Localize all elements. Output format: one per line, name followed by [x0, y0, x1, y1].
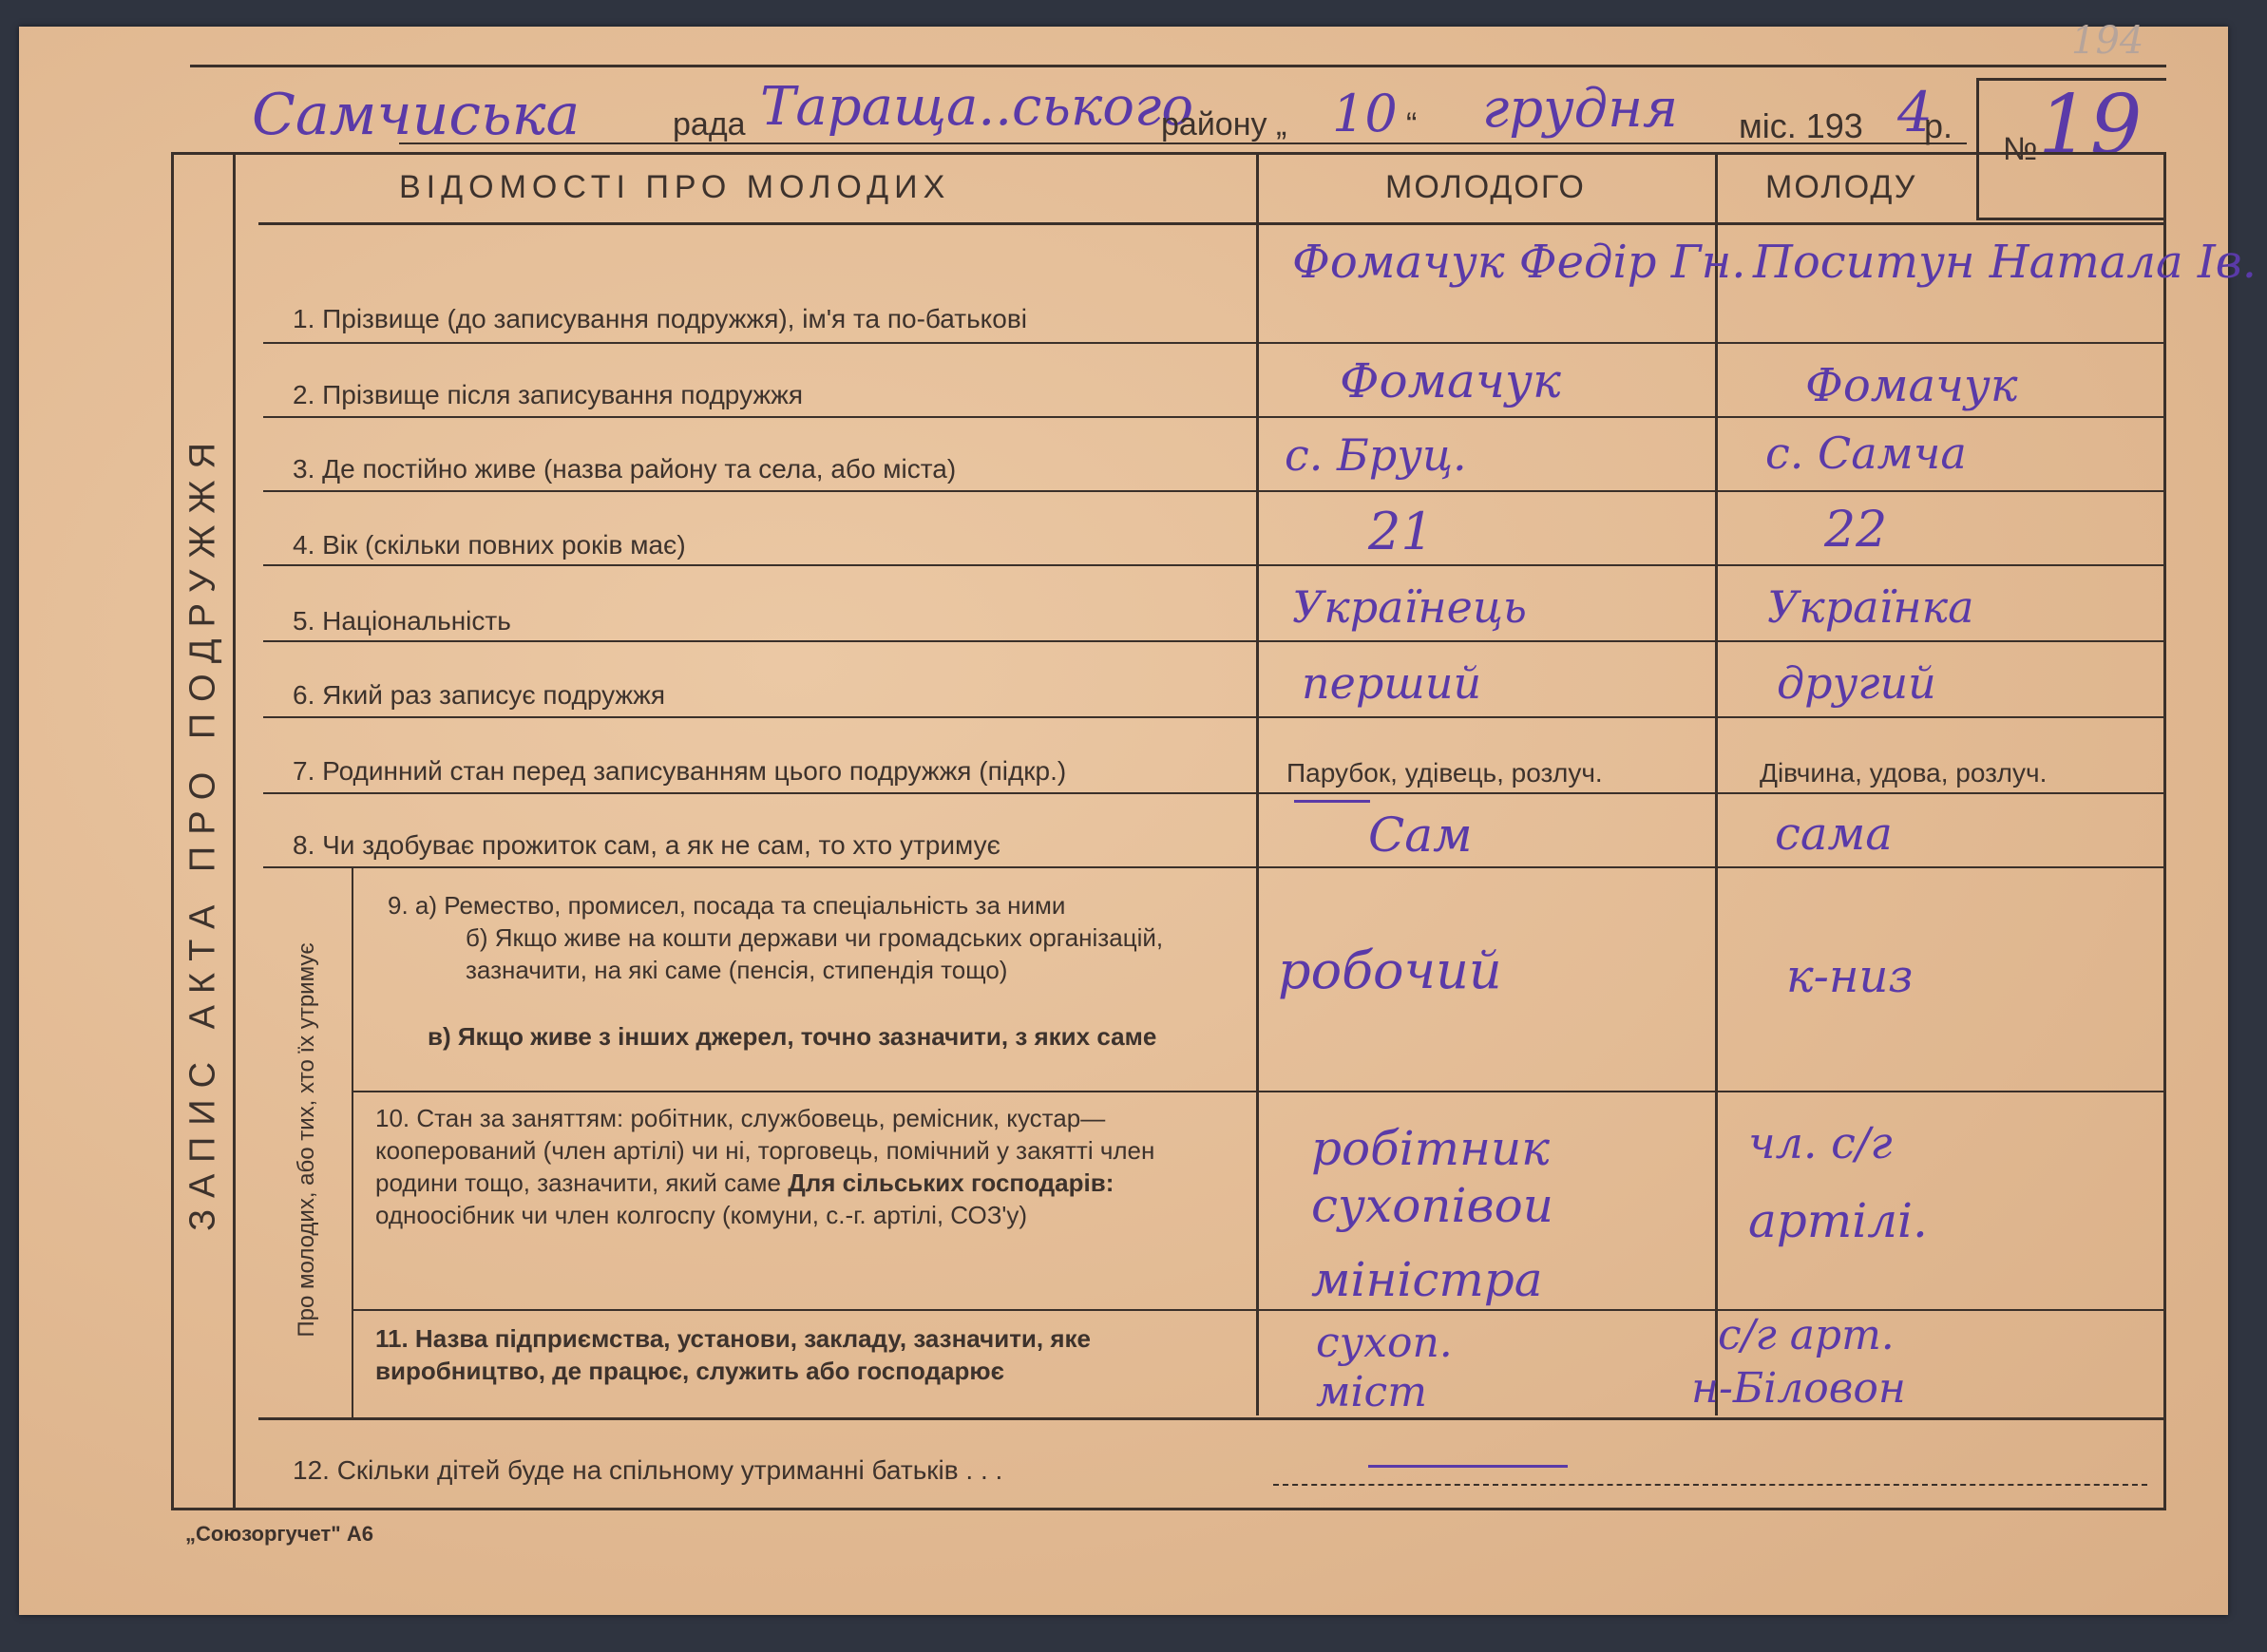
row-8-question: 8. Чи здобуває прожиток сам, а як не сам, то хто утримує	[293, 830, 1000, 860]
year-label: р.	[1924, 106, 1953, 145]
row-rule	[263, 792, 2166, 794]
row-1-question: 1. Прізвище (до записування подружжя), ім'я та по-батькові	[293, 304, 1027, 333]
sub-side-separator	[352, 866, 353, 1417]
row-10-groom-3: міністра	[1311, 1252, 1543, 1307]
groom-underline-mark	[1294, 800, 1370, 803]
row-5-groom: Українець	[1292, 581, 1527, 633]
day-handwritten: 10	[1332, 84, 1398, 143]
row-2-question: 2. Прізвище після записування подружжя	[293, 380, 804, 409]
row-6-bride: другий	[1777, 657, 1936, 709]
row-11-bride-2: н-Біловон	[1691, 1364, 1906, 1413]
row-rule	[263, 866, 2166, 868]
row-8-bride: сама	[1775, 807, 1893, 861]
row-3-question: 3. Де постійно живе (назва району та села, або міста)	[293, 454, 957, 484]
side-title: ЗАПИС АКТА ПРО ПОДРУЖЖЯ	[182, 431, 223, 1231]
footer-printer: „Союзоргучет" А6	[185, 1522, 373, 1546]
row-6-question: 6. Який раз записує подружжя	[293, 680, 666, 710]
row-8-groom: Сам	[1368, 807, 1473, 863]
row-rule	[263, 490, 2166, 492]
row-rule	[263, 342, 2166, 344]
council-handwritten: Самчиська	[252, 82, 581, 148]
row-9-groom: робочий	[1278, 940, 1502, 1000]
row-11-groom-2: міст	[1316, 1368, 1427, 1416]
side-title-column	[174, 152, 236, 1510]
row-10-groom-2: сухопівои	[1311, 1178, 1553, 1233]
row-rule	[263, 640, 2166, 642]
row-11-groom-1: сухоп.	[1316, 1319, 1453, 1367]
district-handwritten: Тараща..ського	[760, 76, 1194, 138]
row-rule	[353, 1309, 2166, 1311]
row-7-bride-options: Дівчина, удова, розлуч.	[1760, 758, 2048, 788]
month-label: міс. 193	[1739, 106, 1863, 145]
row-rule	[263, 716, 2166, 718]
row-2-groom: Фомачук	[1340, 353, 1561, 408]
sub-side-label: Про молодих, або тих, хто їх утримує	[294, 942, 319, 1338]
row-7-groom-options: Парубок, удівець, розлуч.	[1286, 758, 1603, 788]
header-underline	[399, 142, 1967, 144]
row-10-bride-2: артілі.	[1748, 1193, 1928, 1248]
column-header-bride: МОЛОДУ	[1765, 169, 1917, 205]
column-header-info: ВІДОМОСТІ ПРО МОЛОДИХ	[399, 169, 951, 205]
row-10-end: одноосібник чи член колгоспу (комуни, с.-г. артілі, СОЗ'у)	[375, 1201, 1028, 1229]
row-rule	[258, 1417, 2166, 1420]
row-2-bride: Фомачук	[1805, 359, 2018, 412]
row-9-b: б) Якщо живе на кошти держави чи громадських організацій, зазначити, на які саме (пенсія, стипендія тощо)	[466, 923, 1164, 984]
row-11-bride-1: с/г арт.	[1718, 1311, 1895, 1359]
row-10-bride-1: чл. с/г	[1748, 1117, 1893, 1168]
row-12-dash-mark	[1368, 1465, 1568, 1468]
header-bottom-rule	[258, 222, 2166, 225]
row-7-question: 7. Родинний стан перед записуванням цього подружжя (підкр.)	[293, 756, 1067, 786]
row-1-groom: Фомачук Федір Гн.	[1292, 236, 1746, 289]
column-header-groom: МОЛОДОГО	[1385, 169, 1586, 205]
row-4-bride: 22	[1824, 502, 1888, 559]
row-10-groom-1: робітник	[1311, 1121, 1551, 1176]
district-label: району „	[1161, 106, 1287, 142]
month-handwritten: грудня	[1482, 78, 1679, 140]
row-rule	[353, 1091, 2166, 1092]
row-3-bride: с. Самча	[1765, 427, 1967, 479]
number-label: №	[2003, 131, 2038, 167]
row-1-bride: Поситун Натала Ів.	[1753, 236, 2257, 289]
row-4-question: 4. Вік (скільки повних років має)	[293, 530, 686, 560]
row-rule	[263, 564, 2166, 566]
row-6-groom: перший	[1302, 657, 1482, 709]
corner-note: 194	[2071, 19, 2144, 63]
council-label: рада	[673, 106, 746, 142]
top-rule	[190, 65, 2166, 67]
year-handwritten: 4	[1897, 80, 1933, 144]
row-12-answer-line	[1273, 1484, 2147, 1486]
row-9-a: 9. а) Ремество, промисел, посада та спеціальність за ними	[388, 891, 1066, 920]
row-10-text	[375, 1102, 1243, 1231]
row-11-text: 11. Назва підприємства, установи, закладу, зазначити, яке виробництво, де працює, служить або господарює	[375, 1324, 1091, 1385]
number-handwritten: 19	[2038, 78, 2143, 173]
row-5-question: 5. Національність	[293, 606, 511, 636]
row-rule	[263, 416, 2166, 418]
quote-label: “	[1406, 106, 1418, 142]
row-12-question: 12. Скільки дітей буде на спільному утриманні батьків . . .	[293, 1455, 1003, 1485]
row-9-bride: к-низ	[1786, 950, 1914, 1003]
row-10-main: 10. Стан за заняттям: робітник, службовець, ремісник, кустар—кооперований (член артілі) чи ні, торговець, помічний у закятті член родини тощо, зазначити, який саме	[375, 1104, 1155, 1197]
row-3-groom: с. Бруц.	[1285, 429, 1467, 481]
row-9-c: в) Якщо живе з інших джерел, точно зазначити, з яких саме	[428, 1022, 1157, 1051]
row-4-groom: 21	[1368, 502, 1434, 561]
row-5-bride: Українка	[1767, 581, 1974, 633]
row-10-bold: Для сільських господарів:	[788, 1168, 1114, 1197]
